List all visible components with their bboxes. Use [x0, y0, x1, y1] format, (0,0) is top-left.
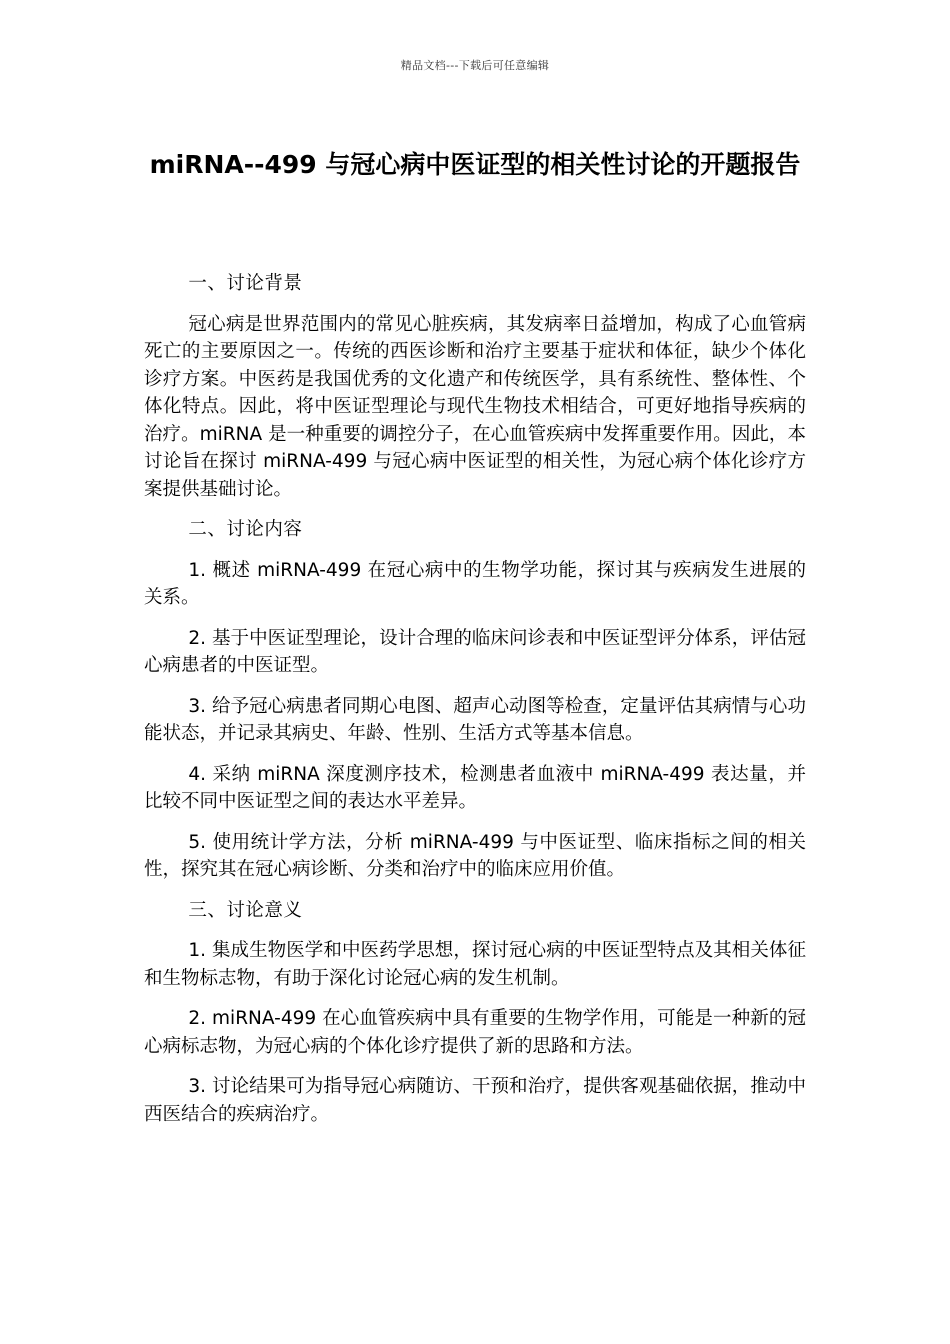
paragraph: 冠心病是世界范围内的常见心脏疾病，其发病率日益增加，构成了心血管病死亡的主要原因之一。传统的西医诊断和治疗主要基于症状和体征，缺少个体化诊疗方案。中医药是我国优秀的文化遗产和传统医学，具有系统性、整体性、个体化特点。因此，将中医证型理论与现代生物技术相结合，可更好地指导疾病的治疗。miRNA 是一种重要的调控分子，在心血管疾病中发挥重要作用。因此，本讨论旨在探讨 miRNA-499 与冠心病中医证型的相关性，为冠心病个体化诊疗方案提供基础讨论。 — [144, 313, 806, 500]
list-item: 1. 集成生物医学和中医药学思想，探讨冠心病的中医证型特点及其相关体征和生物标志物，有助于深化讨论冠心病的发生机制。 — [144, 940, 806, 989]
section-heading-content: 二、讨论内容 — [188, 519, 303, 540]
section-heading-background: 一、讨论背景 — [188, 273, 303, 294]
list-item: 2. miRNA-499 在心血管疾病中具有重要的生物学作用，可能是一种新的冠心病标志物，为冠心病的个体化诊疗提供了新的思路和方法。 — [144, 1008, 806, 1057]
document-body — [144, 270, 806, 1141]
list-item: 4. 采纳 miRNA 深度测序技术，检测患者血液中 miRNA-499 表达量，并比较不同中医证型之间的表达水平差异。 — [144, 763, 806, 812]
document-title: miRNA--499 与冠心病中医证型的相关性讨论的开题报告 — [149, 150, 801, 179]
list-item: 3. 讨论结果可为指导冠心病随访、干预和治疗，提供客观基础依据，推动中西医结合的疾病治疗。 — [144, 1076, 806, 1125]
header-note: 精品文档---下载后可任意编辑 — [400, 59, 550, 72]
list-item: 1. 概述 miRNA-499 在冠心病中的生物学功能，探讨其与疾病发生进展的关系。 — [144, 559, 806, 608]
list-item: 2. 基于中医证型理论，设计合理的临床问诊表和中医证型评分体系，评估冠心病患者的中医证型。 — [144, 627, 806, 676]
list-item: 3. 给予冠心病患者同期心电图、超声心动图等检查，定量评估其病情与心功能状态，并记录其病史、年龄、性别、生活方式等基本信息。 — [144, 695, 806, 744]
list-item: 5. 使用统计学方法，分析 miRNA-499 与中医证型、临床指标之间的相关性，探究其在冠心病诊断、分类和治疗中的临床应用价值。 — [144, 831, 806, 880]
section-heading-significance: 三、讨论意义 — [188, 899, 303, 921]
